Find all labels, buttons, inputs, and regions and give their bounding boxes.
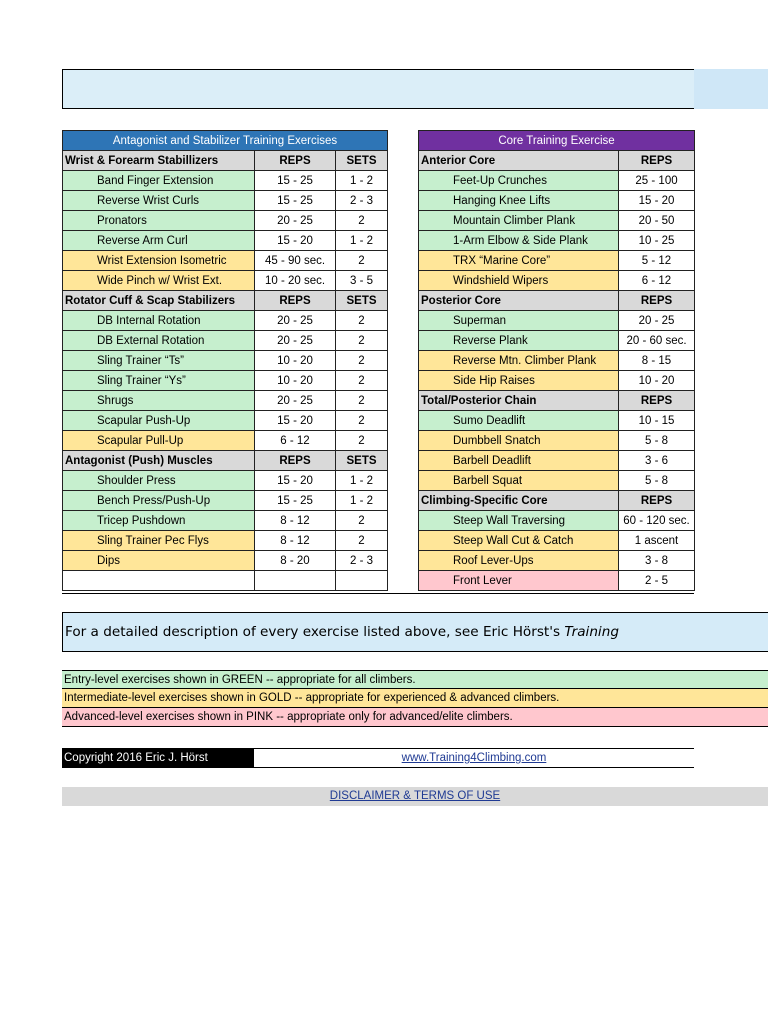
exercise-sets: 2 - 3: [336, 551, 388, 571]
exercise-name: Hanging Knee Lifts: [419, 191, 619, 211]
empty-cell: [63, 571, 255, 591]
title-banner: [62, 69, 768, 109]
exercise-reps: 8 - 12: [255, 511, 336, 531]
description-bar: [62, 612, 768, 652]
reps-header: REPS: [255, 291, 336, 311]
exercise-sets: 2: [336, 371, 388, 391]
legend-green: Entry-level exercises shown in GREEN -- appropriate for all climbers.: [62, 670, 768, 689]
exercise-reps: 10 - 25: [619, 231, 695, 251]
description-book-title: Training: [564, 624, 619, 640]
exercise-sets: 2: [336, 531, 388, 551]
table-row: [63, 371, 388, 391]
exercise-reps: 10 - 20 sec.: [255, 271, 336, 291]
exercise-name: Pronators: [63, 211, 255, 231]
exercise-name: Dumbbell Snatch: [419, 431, 619, 451]
legend-pink: Advanced-level exercises shown in PINK -- appropriate only for advanced/elite climbers.: [62, 708, 768, 727]
exercise-name: Reverse Arm Curl: [63, 231, 255, 251]
exercise-name: DB External Rotation: [63, 331, 255, 351]
exercise-reps: 20 - 25: [255, 311, 336, 331]
exercise-sets: 2: [336, 391, 388, 411]
table-row: [419, 331, 695, 351]
table-row: [63, 411, 388, 431]
table-row: [419, 571, 695, 591]
exercise-sets: 2: [336, 411, 388, 431]
exercise-sets: 2: [336, 431, 388, 451]
exercise-name: TRX “Marine Core”: [419, 251, 619, 271]
exercise-reps: 15 - 20: [255, 231, 336, 251]
exercise-sets: 2: [336, 211, 388, 231]
table-row: [63, 431, 388, 451]
exercise-name: Tricep Pushdown: [63, 511, 255, 531]
exercise-name: Scapular Push-Up: [63, 411, 255, 431]
exercise-reps: 25 - 100: [619, 171, 695, 191]
exercise-name: Sling Trainer “Ys”: [63, 371, 255, 391]
website-link[interactable]: www.Training4Climbing.com: [254, 748, 694, 768]
exercise-name: Bench Press/Push-Up: [63, 491, 255, 511]
exercise-reps: 10 - 20: [619, 371, 695, 391]
exercise-sets: 2: [336, 331, 388, 351]
table-row: [63, 231, 388, 251]
exercise-reps: 8 - 20: [255, 551, 336, 571]
exercise-name: Sumo Deadlift: [419, 411, 619, 431]
exercise-name: Mountain Climber Plank: [419, 211, 619, 231]
exercise-reps: 2 - 5: [619, 571, 695, 591]
table-row: [419, 351, 695, 371]
exercise-reps: 45 - 90 sec.: [255, 251, 336, 271]
exercise-reps: 5 - 12: [619, 251, 695, 271]
table-row: [419, 551, 695, 571]
exercise-name: Side Hip Raises: [419, 371, 619, 391]
reps-header: REPS: [619, 151, 695, 171]
exercise-reps: 10 - 20: [255, 371, 336, 391]
exercise-sets: 2: [336, 311, 388, 331]
antagonist-table: [62, 130, 388, 591]
table-row: [63, 311, 388, 331]
title-banner-overflow: [694, 69, 768, 109]
table-row: [419, 171, 695, 191]
copyright: Copyright 2016 Eric J. Hörst: [62, 748, 254, 768]
reps-header: REPS: [619, 391, 695, 411]
table-row: [63, 171, 388, 191]
reps-header: REPS: [619, 491, 695, 511]
exercise-name: Barbell Deadlift: [419, 451, 619, 471]
sets-header: SETS: [336, 451, 388, 471]
table-row: [419, 251, 695, 271]
exercise-reps: 15 - 25: [255, 491, 336, 511]
exercise-reps: 15 - 20: [619, 191, 695, 211]
exercise-name: Shrugs: [63, 391, 255, 411]
exercise-name: 1-Arm Elbow & Side Plank: [419, 231, 619, 251]
table-row: [419, 531, 695, 551]
table-row: [63, 331, 388, 351]
section-header: Rotator Cuff & Scap Stabilizers: [63, 291, 255, 311]
exercise-sets: 2: [336, 351, 388, 371]
empty-cell: [255, 571, 336, 591]
sets-header: SETS: [336, 291, 388, 311]
section-header: Anterior Core: [419, 151, 619, 171]
table-row: [419, 371, 695, 391]
table-row: [419, 411, 695, 431]
sets-header: SETS: [336, 151, 388, 171]
exercise-sets: 2 - 3: [336, 191, 388, 211]
section-header: Climbing-Specific Core: [419, 491, 619, 511]
exercise-sets: 1 - 2: [336, 471, 388, 491]
exercise-reps: 20 - 50: [619, 211, 695, 231]
exercise-name: Sling Trainer “Ts”: [63, 351, 255, 371]
table-row: [419, 191, 695, 211]
exercise-sets: 3 - 5: [336, 271, 388, 291]
description-text: For a detailed description of every exercise listed above, see Eric Hörst's: [65, 624, 565, 640]
exercise-reps: 5 - 8: [619, 431, 695, 451]
exercise-name: Reverse Mtn. Climber Plank: [419, 351, 619, 371]
right-table-title: Core Training Exercise: [419, 131, 695, 151]
exercise-reps: 3 - 8: [619, 551, 695, 571]
exercise-name: Steep Wall Cut & Catch: [419, 531, 619, 551]
table-row: [63, 531, 388, 551]
exercise-reps: 10 - 20: [255, 351, 336, 371]
exercise-reps: 60 - 120 sec.: [619, 511, 695, 531]
exercise-name: Shoulder Press: [63, 471, 255, 491]
section-header: Posterior Core: [419, 291, 619, 311]
table-row: [63, 471, 388, 491]
reps-header: REPS: [255, 451, 336, 471]
exercise-sets: 1 - 2: [336, 171, 388, 191]
exercise-reps: 6 - 12: [255, 431, 336, 451]
table-row: [419, 451, 695, 471]
table-row: [419, 271, 695, 291]
left-table-title: Antagonist and Stabilizer Training Exercises: [63, 131, 388, 151]
exercise-name: Roof Lever-Ups: [419, 551, 619, 571]
exercise-name: Windshield Wipers: [419, 271, 619, 291]
exercise-name: Sling Trainer Pec Flys: [63, 531, 255, 551]
core-table: [418, 130, 695, 591]
exercise-name: Dips: [63, 551, 255, 571]
exercise-reps: 8 - 12: [255, 531, 336, 551]
exercise-name: Superman: [419, 311, 619, 331]
legend-gold: Intermediate-level exercises shown in GOLD -- appropriate for experienced & advanced climbers.: [62, 689, 768, 708]
exercise-reps: 15 - 25: [255, 171, 336, 191]
section-header: Wrist & Forearm Stabillizers: [63, 151, 255, 171]
table-row: [63, 551, 388, 571]
exercise-reps: 20 - 25: [255, 331, 336, 351]
exercise-reps: 8 - 15: [619, 351, 695, 371]
table-row: [63, 211, 388, 231]
exercise-reps: 20 - 60 sec.: [619, 331, 695, 351]
table-row: [63, 251, 388, 271]
exercise-reps: 15 - 25: [255, 191, 336, 211]
exercise-name: Wide Pinch w/ Wrist Ext.: [63, 271, 255, 291]
empty-cell: [336, 571, 388, 591]
exercise-name: Scapular Pull-Up: [63, 431, 255, 451]
table-row: [419, 211, 695, 231]
exercise-name: Front Lever: [419, 571, 619, 591]
table-row: [63, 351, 388, 371]
table-row: [419, 431, 695, 451]
exercise-sets: 1 - 2: [336, 231, 388, 251]
section-header: Antagonist (Push) Muscles: [63, 451, 255, 471]
divider: [62, 593, 694, 594]
exercise-name: Barbell Squat: [419, 471, 619, 491]
table-row: [419, 231, 695, 251]
section-header: Total/Posterior Chain: [419, 391, 619, 411]
exercise-reps: 15 - 20: [255, 411, 336, 431]
exercise-name: Reverse Wrist Curls: [63, 191, 255, 211]
table-row: [419, 511, 695, 531]
exercise-reps: 20 - 25: [255, 391, 336, 411]
table-row: [63, 511, 388, 531]
exercise-reps: 6 - 12: [619, 271, 695, 291]
exercise-name: Feet-Up Crunches: [419, 171, 619, 191]
exercise-name: Steep Wall Traversing: [419, 511, 619, 531]
exercise-sets: 2: [336, 511, 388, 531]
exercise-reps: 3 - 6: [619, 451, 695, 471]
table-row: [63, 271, 388, 291]
exercise-reps: 20 - 25: [255, 211, 336, 231]
exercise-reps: 5 - 8: [619, 471, 695, 491]
reps-header: REPS: [619, 291, 695, 311]
table-row: [63, 491, 388, 511]
exercise-sets: 1 - 2: [336, 491, 388, 511]
table-row: [63, 391, 388, 411]
exercise-name: Band Finger Extension: [63, 171, 255, 191]
exercise-name: DB Internal Rotation: [63, 311, 255, 331]
exercise-name: Reverse Plank: [419, 331, 619, 351]
table-row: [419, 311, 695, 331]
exercise-sets: 2: [336, 251, 388, 271]
exercise-reps: 10 - 15: [619, 411, 695, 431]
table-row: [419, 471, 695, 491]
exercise-reps: 1 ascent: [619, 531, 695, 551]
disclaimer-link[interactable]: DISCLAIMER & TERMS OF USE: [62, 787, 768, 806]
exercise-reps: 15 - 20: [255, 471, 336, 491]
exercise-name: Wrist Extension Isometric: [63, 251, 255, 271]
exercise-reps: 20 - 25: [619, 311, 695, 331]
table-row: [63, 191, 388, 211]
reps-header: REPS: [255, 151, 336, 171]
